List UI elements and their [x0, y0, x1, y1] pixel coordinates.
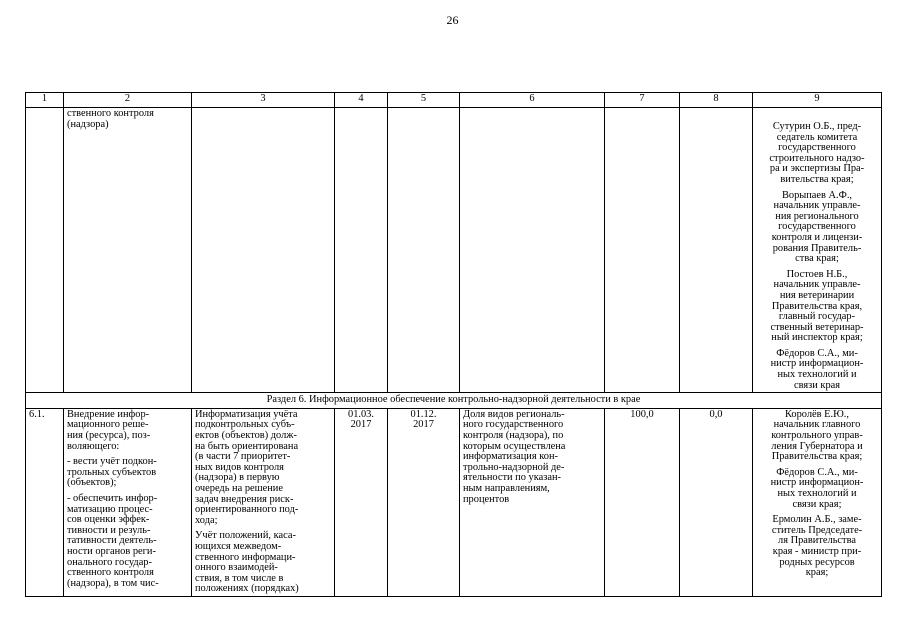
- end-date: 01.12. 2017: [388, 408, 460, 596]
- base-value: 0,0: [680, 408, 753, 596]
- cell-num: [26, 108, 64, 393]
- cell-responsible: [753, 408, 882, 596]
- cell-description: [192, 108, 335, 393]
- start-date: 01.03. 2017: [335, 408, 388, 596]
- responsible-person: Постоев Н.Б., начальник управле- ния ветеринарии Правительства края, главный государ- ственный ветеринар- ный инспектор края;: [770, 268, 864, 344]
- column-header: 6: [460, 93, 605, 108]
- cell-target: [605, 108, 680, 393]
- responsible-person: Королёв Е.Ю., начальник главного контрольного управ- ления Губернатора и Правительства края;: [771, 408, 863, 463]
- cell-description: [192, 408, 335, 596]
- column-header: 4: [335, 93, 388, 108]
- measure-text: - вести учёт подкон- трольных субъектов (объектов);: [67, 456, 157, 489]
- cell-measure: [64, 408, 192, 596]
- cell-base: [680, 108, 753, 393]
- column-header: 8: [680, 93, 753, 108]
- responsible-person: Сутурин О.Б., пред- седатель комитета государственного строительного надзо- ра и экспертизы Пра- вительства края;: [769, 121, 865, 185]
- description-text: Информатизация учёта подконтрольных субъ- ектов (объектов) долж- на быть ориентирована (в части 7 приоритет- ных видов контроля (надзора) в первую очередь на решение задач внедрения риск- ориентированного под- хода;: [195, 408, 299, 526]
- cell-indicator: [460, 108, 605, 393]
- page-number: 26: [446, 13, 459, 27]
- cell-start: [335, 108, 388, 393]
- target-value: 100,0: [605, 408, 680, 596]
- section-row: [26, 393, 882, 409]
- measure-text: - обеспечить инфор- матизацию процес- сов оценки эффек- тивности и резуль- тативности деятель- ности органов реги- онального государ- ственного контроля (надзора), в том чис-: [67, 493, 159, 589]
- cell-measure: [64, 108, 192, 393]
- row-number: 6.1.: [26, 408, 64, 596]
- column-number-row: [26, 93, 882, 108]
- section-title: Раздел 6. Информационное обеспечение контрольно-надзорной деятельности в крае: [26, 393, 882, 409]
- measure-text: Внедрение инфор- мационного реше- ния (ресурса), поз- воляющего:: [67, 408, 151, 452]
- column-header: 2: [64, 93, 192, 108]
- responsible-person: Фёдоров С.А., ми- нистр информацион- ных технологий и связи края: [770, 347, 864, 391]
- cell-end: [388, 108, 460, 393]
- responsible-person: Фёдоров С.А., ми- нистр информацион- ных технологий и связи края;: [770, 466, 864, 510]
- plan-table: [25, 92, 882, 597]
- responsible-person: Ворыпаев А.Ф., начальник управле- ния регионального государственного контроля и лицензи- рования Правитель- ства края;: [771, 189, 863, 265]
- column-header: 7: [605, 93, 680, 108]
- description-text: Учёт положений, каса- ющихся межведом- ственного информаци- онного взаимодей- ствия, в том числе в положениях (порядках): [195, 530, 299, 595]
- continued-row: [26, 108, 882, 393]
- indicator-text: Доля видов региональ- ного государственного контроля (надзора), по которым осуществлена информатизация кон- трольно-надзорной де- ятельности по указан- ным направлениям, процентов: [460, 408, 605, 596]
- cell-responsible: [753, 108, 882, 393]
- measure-text: ственного контроля (надзора): [67, 108, 154, 130]
- column-header: 5: [388, 93, 460, 108]
- column-header: 1: [26, 93, 64, 108]
- column-header: 9: [753, 93, 882, 108]
- column-header: 3: [192, 93, 335, 108]
- table-row: [26, 408, 882, 596]
- responsible-person: Ермолин А.Б., заме- ститель Председате- ля Правительства края - министр при- родных ресурсов края;: [771, 514, 863, 579]
